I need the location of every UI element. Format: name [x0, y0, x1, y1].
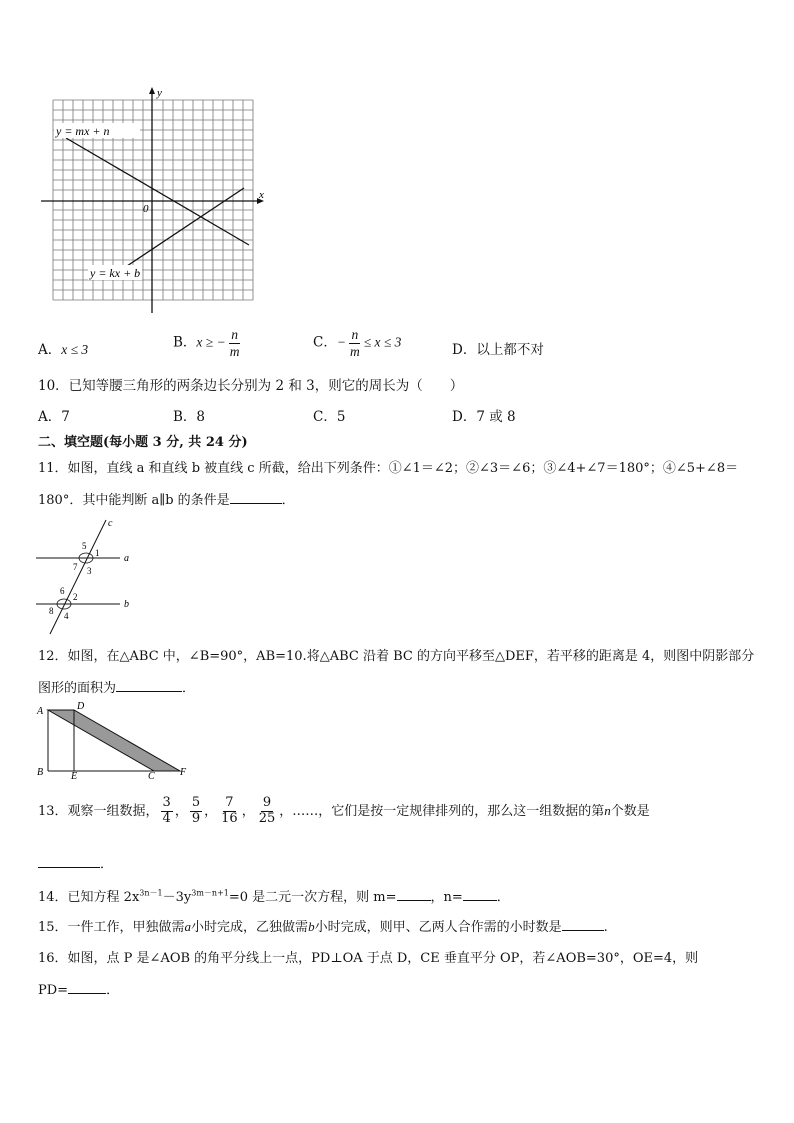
svg-text:4: 4: [64, 611, 69, 621]
q12-line1: 12．如图，在△ABC 中，∠B=90°，AB=10.将△ABC 沿着 BC 的方向平移至△DEF，若平移的距离是 4，则图中阴影部分: [38, 649, 755, 664]
q9-option-c[interactable]: C．− $\frac{n}{m}$ ≤ x ≤ 3: [313, 327, 402, 359]
answer-blank[interactable]: [68, 979, 106, 994]
q10-option-d[interactable]: D．7 或 8: [452, 409, 516, 425]
q10-option-c[interactable]: C．5: [313, 409, 346, 425]
q12-line2: 图形的面积为 ．: [38, 677, 195, 696]
q10-option-a[interactable]: A．7: [38, 409, 70, 425]
line-kx-b: [124, 188, 244, 268]
fraction: $\frac{n}{m}$: [349, 327, 360, 359]
svg-text:F: F: [180, 767, 187, 778]
q11-figure: [34, 516, 144, 638]
q9-option-a[interactable]: A．x ≤ 3: [38, 342, 89, 358]
line2-label: y = kx + b: [90, 266, 141, 280]
q14: 14．已知方程 $2x^{3n-1}-3y^{3m-n+1}=0$ 是二元一次方程，则 m= ，n= ．: [38, 886, 510, 905]
q12-figure: [34, 700, 194, 780]
answer-blank[interactable]: [230, 489, 282, 504]
x-axis-label: x: [259, 189, 264, 201]
section-title: 二、填空题(每小题 3 分, 共 24 分): [38, 435, 248, 450]
q16-line2: PD= ．: [38, 979, 119, 998]
q10-stem: 10．已知等腰三角形的两条边长分别为 2 和 3，则它的周长为（ ）: [38, 378, 464, 394]
svg-text:E: E: [71, 771, 78, 780]
y-axis-label: y: [157, 87, 162, 99]
svg-text:A: A: [37, 706, 44, 717]
fraction: $\frac{5}{9}$: [191, 795, 201, 826]
origin-label: 0: [143, 203, 149, 215]
svg-text:6: 6: [60, 586, 65, 596]
q13-line2: ．: [38, 853, 113, 872]
answer-blank[interactable]: [116, 677, 182, 692]
q11-line2: 180°．其中能判断 a∥b 的条件是 ．: [38, 489, 295, 508]
svg-text:B: B: [37, 767, 44, 778]
q9-option-b[interactable]: B．x ≥ − $\frac{n}{m}$: [173, 327, 240, 359]
svg-text:C: C: [148, 771, 155, 780]
shaded-region: [48, 710, 180, 771]
y-axis-arrow: [149, 87, 155, 94]
q9-option-d[interactable]: D．以上都不对: [452, 342, 544, 358]
answer-blank[interactable]: [562, 916, 604, 931]
svg-text:a: a: [124, 553, 129, 564]
svg-text:D: D: [77, 701, 85, 712]
svg-text:1: 1: [95, 548, 100, 558]
svg-text:b: b: [124, 599, 129, 610]
answer-blank[interactable]: [38, 853, 100, 868]
q13-line1: 13．观察一组数据， $\frac{3}{4}$ ， $\frac{5}{9}$ ， $\frac{7}{16}$ ， $\frac{9}{25}$ ，……，它们是按一定规律排列的，那么这一组数据的第n个数是: [38, 795, 650, 826]
line-c: [50, 520, 106, 634]
q15: 15．一件工作，甲独做需a小时完成，乙独做需b小时完成，则甲、乙两人合作需的小时数是 .: [38, 916, 608, 935]
fraction: $\frac{7}{16}$: [221, 795, 238, 826]
q9-graph: [38, 85, 270, 320]
svg-text:3: 3: [87, 566, 92, 576]
line1-label: y = mx + n: [56, 124, 110, 138]
svg-text:5: 5: [82, 541, 87, 551]
answer-blank-m[interactable]: [397, 886, 431, 901]
svg-text:2: 2: [73, 592, 78, 602]
fraction: $\frac{n}{m}$: [229, 327, 240, 359]
q11-line1: 11．如图，直线 a 和直线 b 被直线 c 所截，给出下列条件：①∠1＝∠2；②∠3＝∠6；③∠4+∠7＝180°；④∠5+∠8＝: [38, 461, 739, 476]
fraction: $\frac{9}{25}$: [258, 795, 276, 826]
q10-option-b[interactable]: B．8: [173, 409, 206, 425]
svg-text:7: 7: [73, 562, 78, 572]
answer-blank-n[interactable]: [463, 886, 497, 901]
fraction: $\frac{3}{4}$: [162, 795, 171, 826]
svg-text:8: 8: [49, 606, 54, 616]
q16-line1: 16．如图，点 P 是∠AOB 的角平分线上一点，PD⊥OA 于点 D，CE 垂直平分 OP，若∠AOB=30°，OE=4，则: [38, 951, 699, 966]
svg-text:c: c: [108, 518, 113, 529]
line-mx-n: [66, 138, 249, 245]
